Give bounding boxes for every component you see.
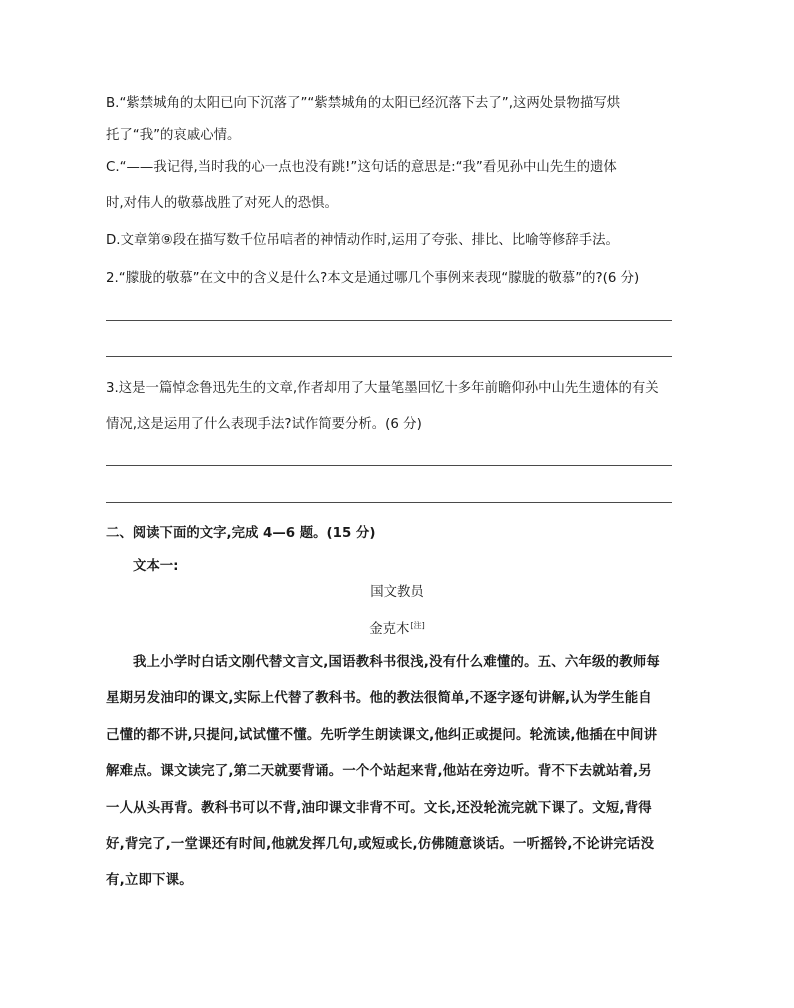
question-3-line-2: 情况,这是运用了什么表现手法?试作简要分析。(6 分) (106, 417, 422, 432)
passage-line-1: 我上小学时白话文刚代替文言文,国语教科书很浅,没有什么难懂的。五、六年级的教师每 (133, 655, 661, 670)
author-name: 金克木 (369, 622, 410, 637)
option-b-line-1: B.“紫禁城角的太阳已向下沉落了”“紫禁城角的太阳已经沉落下去了”,这两处景物描写烘 (106, 96, 621, 111)
author-footnote-marker: [注] (410, 621, 425, 630)
section-2-heading: 二、阅读下面的文字,完成 4—6 题。(15 分) (106, 526, 376, 541)
question-2: 2.“朦胧的敬慕”在文中的含义是什么?本文是通过哪几个事例来表现“朦胧的敬慕”的?(6 分) (106, 271, 640, 286)
passage-line-6: 好,背完了,一堂课还有时间,他就发挥几句,或短或长,仿佛随意谈话。一听摇铃,不论讲完话没 (106, 837, 655, 852)
text-one-label: 文本一: (133, 559, 179, 574)
answer-line-q2-1 (106, 320, 672, 321)
option-c-line-1: C.“——我记得,当时我的心一点也没有跳!”这句话的意思是:“我”看见孙中山先生的遗体 (106, 160, 617, 175)
passage-line-4: 解难点。课文读完了,第二天就要背诵。一个个站起来背,他站在旁边听。背不下去就站着,另 (106, 764, 652, 779)
passage-line-5: 一人从头再背。教科书可以不背,油印课文非背不可。文长,还没轮流完就下课了。文短,背得 (106, 801, 652, 816)
option-b-line-2: 托了“我”的哀戚心情。 (106, 128, 241, 143)
question-3-line-1: 3.这是一篇悼念鲁迅先生的文章,作者却用了大量笔墨回忆十多年前瞻仰孙中山先生遗体的有关 (106, 381, 659, 396)
answer-line-q2-2 (106, 356, 672, 357)
passage-line-7: 有,立即下课。 (106, 873, 193, 888)
answer-line-q3-2 (106, 502, 672, 503)
option-c-line-2: 时,对伟人的敬慕战胜了对死人的恐惧。 (106, 196, 338, 211)
passage-author (0, 617, 794, 639)
passage-line-3: 己懂的都不讲,只提问,试试懂不懂。先听学生朗读课文,他纠正或提问。轮流读,他插在中间讲 (106, 728, 658, 743)
option-d-line-1: D.文章第⑨段在描写数千位吊唁者的神情动作时,运用了夸张、排比、比喻等修辞手法。 (106, 233, 619, 248)
passage-line-2: 星期另发油印的课文,实际上代替了教科书。他的教法很简单,不逐字逐句讲解,认为学生能自 (106, 691, 652, 706)
answer-line-q3-1 (106, 465, 672, 466)
passage-title: 国文教员 (370, 585, 424, 600)
